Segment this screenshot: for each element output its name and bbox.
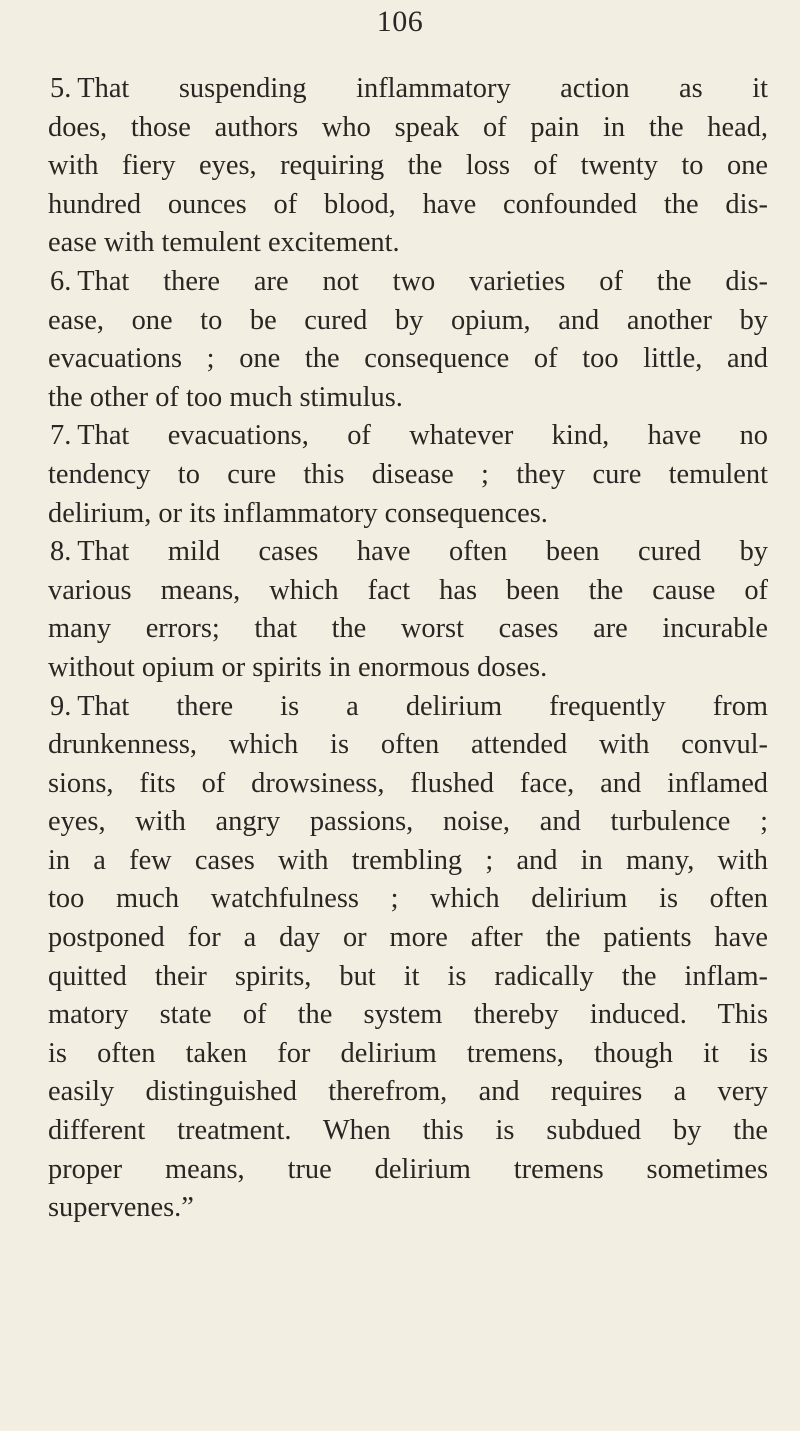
paragraph-6 (48, 263, 768, 417)
text-line: evacuations ; one the consequence of too little, and (48, 343, 768, 375)
text-line: proper means, true delirium tremens sometimes (48, 1153, 768, 1185)
text-line: various means, which fact has been the cause of (48, 574, 768, 606)
text-line: does, those authors who speak of pain in the head, (48, 111, 768, 143)
page-number: 106 (376, 5, 424, 38)
text-line: quitted their spirits, but it is radically the inflam- (48, 960, 768, 992)
text-line: hundred ounces of blood, have confounded the dis- (48, 188, 768, 220)
text-line: eyes, with angry passions, noise, and turbulence ; (48, 806, 768, 838)
paragraph-number: 8. (50, 536, 72, 568)
text-line: ease, one to be cured by opium, and another by (48, 304, 768, 336)
text-line: sions, fits of drowsiness, flushed face, and inflamed (48, 767, 768, 799)
text-line: the other of too much stimulus. (48, 381, 403, 413)
paragraph-5 (48, 70, 768, 263)
paragraph-number: 5. (50, 73, 72, 104)
text-line: drunkenness, which is often attended with convul- (48, 729, 768, 761)
paragraph-8 (48, 533, 768, 687)
text-line: easily distinguished therefrom, and requires a very (48, 1076, 768, 1108)
text-line: different treatment. When this is subdued by the (48, 1115, 768, 1147)
text-line: without opium or spirits in enormous doses. (48, 651, 548, 683)
paragraph-number: 9. (50, 690, 72, 722)
text-line: 9. That there is a delirium frequently from (50, 690, 768, 722)
text-line: many errors; that the worst cases are incurable (48, 613, 768, 645)
text-line: 7. That evacuations, of whatever kind, have no (50, 420, 768, 452)
text-line: 5. That suspending inflammatory action as it (50, 73, 768, 104)
text-line: matory state of the system thereby induced. This (48, 999, 768, 1031)
paragraph-number: 7. (50, 420, 72, 452)
text-line: ease with temulent excitement. (48, 227, 400, 259)
text-line: is often taken for delirium tremens, though it is (48, 1037, 768, 1069)
paragraph-number: 6. (50, 265, 72, 297)
text-line: in a few cases with trembling ; and in many, with (48, 844, 768, 876)
text-line: with fiery eyes, requiring the loss of twenty to one (48, 150, 768, 182)
paragraph-7 (48, 417, 768, 533)
text-line: supervenes.” (48, 1192, 194, 1224)
text-line: delirium, or its inflammatory consequences. (48, 497, 548, 529)
text-line: 8. That mild cases have often been cured by (50, 536, 768, 568)
paragraph-9 (48, 688, 768, 1228)
text-line: too much watchfulness ; which delirium is often (48, 883, 768, 915)
text-line: tendency to cure this disease ; they cure temulent (48, 458, 768, 490)
text-line: 6. That there are not two varieties of the dis- (50, 265, 768, 297)
text-line: postponed for a day or more after the patients have (48, 922, 768, 954)
body-text (48, 70, 768, 1228)
